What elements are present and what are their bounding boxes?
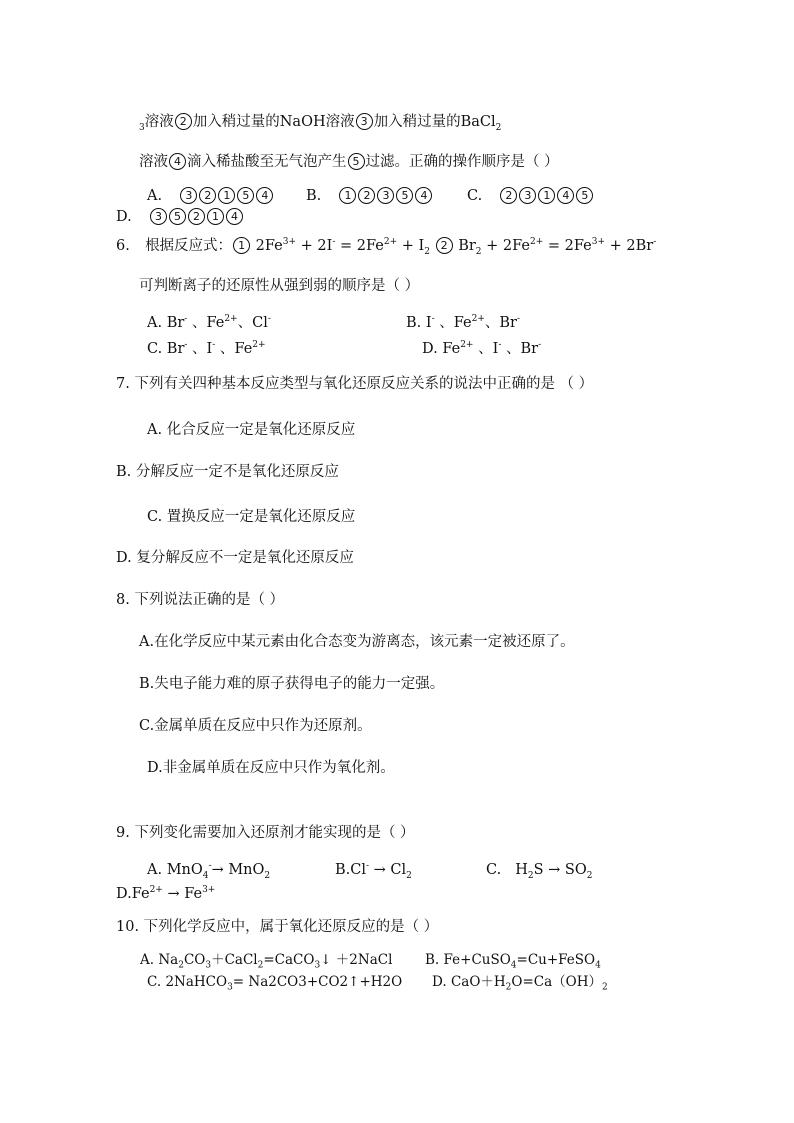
circled-number: 2	[436, 237, 453, 254]
circled-number: 4	[226, 208, 243, 225]
q5-option-b	[306, 186, 433, 206]
q8-stem: 8. 下列说法正确的是（ ）	[116, 592, 285, 608]
circled-number: 1	[218, 187, 235, 204]
circled-number: 3	[356, 113, 373, 130]
circled-number: 5	[169, 208, 186, 225]
equation-1: $2Fe^{3+} + 2I^- = 2Fe^{2+} + I_2$	[255, 237, 430, 257]
q9-stem: 9. 下列变化需要加入还原剂才能实现的是（ ）	[116, 825, 415, 841]
circled-number: 5	[237, 187, 254, 204]
q10-option-a: A. $Na_2CO_3+CaCl_2=CaCO_3↓$ ＋2NaCl	[140, 952, 393, 971]
q6-option-a: A. Br- 、$Fe^{2+}$、Cl-	[147, 314, 271, 331]
option-label: C.	[467, 188, 483, 204]
text: 加入稍过量的NaOH溶液	[192, 114, 355, 130]
q6-line2: 可判断离子的还原性从强到弱的顺序是（ ）	[139, 278, 420, 294]
q10-option-c: C. 2NaHCO$_3$= Na2CO3+CO2↑+H2O	[147, 974, 403, 993]
text: 溶液	[144, 114, 174, 130]
q10-option-d: D. $CaO+H_2O=Ca(OH)_2$	[432, 974, 608, 993]
circled-number: 3	[180, 187, 197, 204]
text: 根据反应式：	[145, 238, 233, 254]
option-label: D.	[116, 209, 132, 225]
q10-option-b: B. Fe+CuSO$_4$=Cu+FeSO$_4$	[425, 952, 601, 971]
q9-option-c: C. $H_2S \to SO_2$	[486, 862, 593, 881]
q8-option-b: B.失电子能力难的原子获得电子的能力一定强。	[139, 676, 445, 692]
q5-line1	[139, 112, 501, 132]
q10-stem: 10. 下列化学反应中，属于氧化还原反应的是（ ）	[116, 919, 439, 935]
subscript: 2	[495, 122, 502, 133]
q7-option-b: B. 分解反应一定不是氧化还原反应	[116, 464, 339, 480]
q6-option-c: C. Br- 、I- 、$Fe^{2+}$	[147, 340, 266, 357]
circled-number: 1	[339, 187, 356, 204]
option-label: B.	[306, 188, 322, 204]
circled-number: 1	[538, 187, 555, 204]
q9-option-a: A. MnO$_4$-→ MnO$_2$	[147, 861, 271, 881]
circled-number: 5	[396, 187, 413, 204]
q6-option-d: D. $Fe^{2+}$ 、I- 、Br-	[422, 340, 542, 357]
q7-stem: 7. 下列有关四种基本反应类型与氧化还原反应关系的说法中正确的是 （ ）	[116, 376, 594, 392]
q9-option-b: $B.Cl^- \to Cl_2$	[335, 861, 412, 881]
circled-number: 2	[188, 208, 205, 225]
q6-option-b: B. I- 、$Fe^{2+}$、Br-	[406, 314, 521, 331]
q8-option-c: C.金属单质在反应中只作为还原剂。	[139, 718, 372, 734]
q7-option-a: A. 化合反应一定是氧化还原反应	[147, 422, 356, 438]
text: 溶液	[139, 154, 168, 170]
text: 滴入稀盐酸至无气泡产生	[187, 154, 347, 170]
q7-option-c: C. 置换反应一定是氧化还原反应	[147, 509, 356, 525]
circled-number: 2	[358, 187, 375, 204]
circled-number: 1	[207, 208, 224, 225]
q5-option-d	[116, 207, 244, 227]
q7-option-d: D. 复分解反应不一定是氧化还原反应	[116, 550, 354, 566]
text: 过滤。正确的操作顺序是（ ）	[365, 154, 559, 170]
q5-option-c	[467, 186, 594, 206]
circled-number: 4	[256, 187, 273, 204]
circled-number: 4	[415, 187, 432, 204]
circled-number: 5	[348, 153, 365, 170]
q5-option-a	[147, 186, 274, 206]
q6-stem	[116, 236, 656, 256]
q8-option-a: A.在化学反应中某元素由化合态变为游离态，该元素一定被还原了。	[139, 634, 575, 650]
circled-number: 3	[519, 187, 536, 204]
equation-2: $Br_2 + 2Fe^{2+} = 2Fe^{3+} + 2Br^-$	[458, 237, 657, 257]
circled-number: 1	[233, 237, 250, 254]
circled-number: 4	[169, 153, 186, 170]
text: 加入稍过量的BaCl	[373, 114, 496, 130]
circled-number: 4	[557, 187, 574, 204]
circled-number: 3	[377, 187, 394, 204]
q9-option-d: $D.Fe^{2+} \to Fe^{3+}$	[116, 885, 216, 902]
q8-option-d: D.非金属单质在反应中只作为氧化剂。	[147, 760, 395, 776]
circled-number: 5	[576, 187, 593, 204]
option-label: A.	[147, 188, 163, 204]
circled-number: 2	[199, 187, 216, 204]
q5-line2	[139, 152, 559, 172]
circled-number: 2	[500, 187, 517, 204]
subscript: 3	[139, 122, 145, 133]
question-number: 6.	[116, 238, 130, 254]
circled-number: 2	[175, 113, 192, 130]
circled-number: 3	[150, 208, 167, 225]
